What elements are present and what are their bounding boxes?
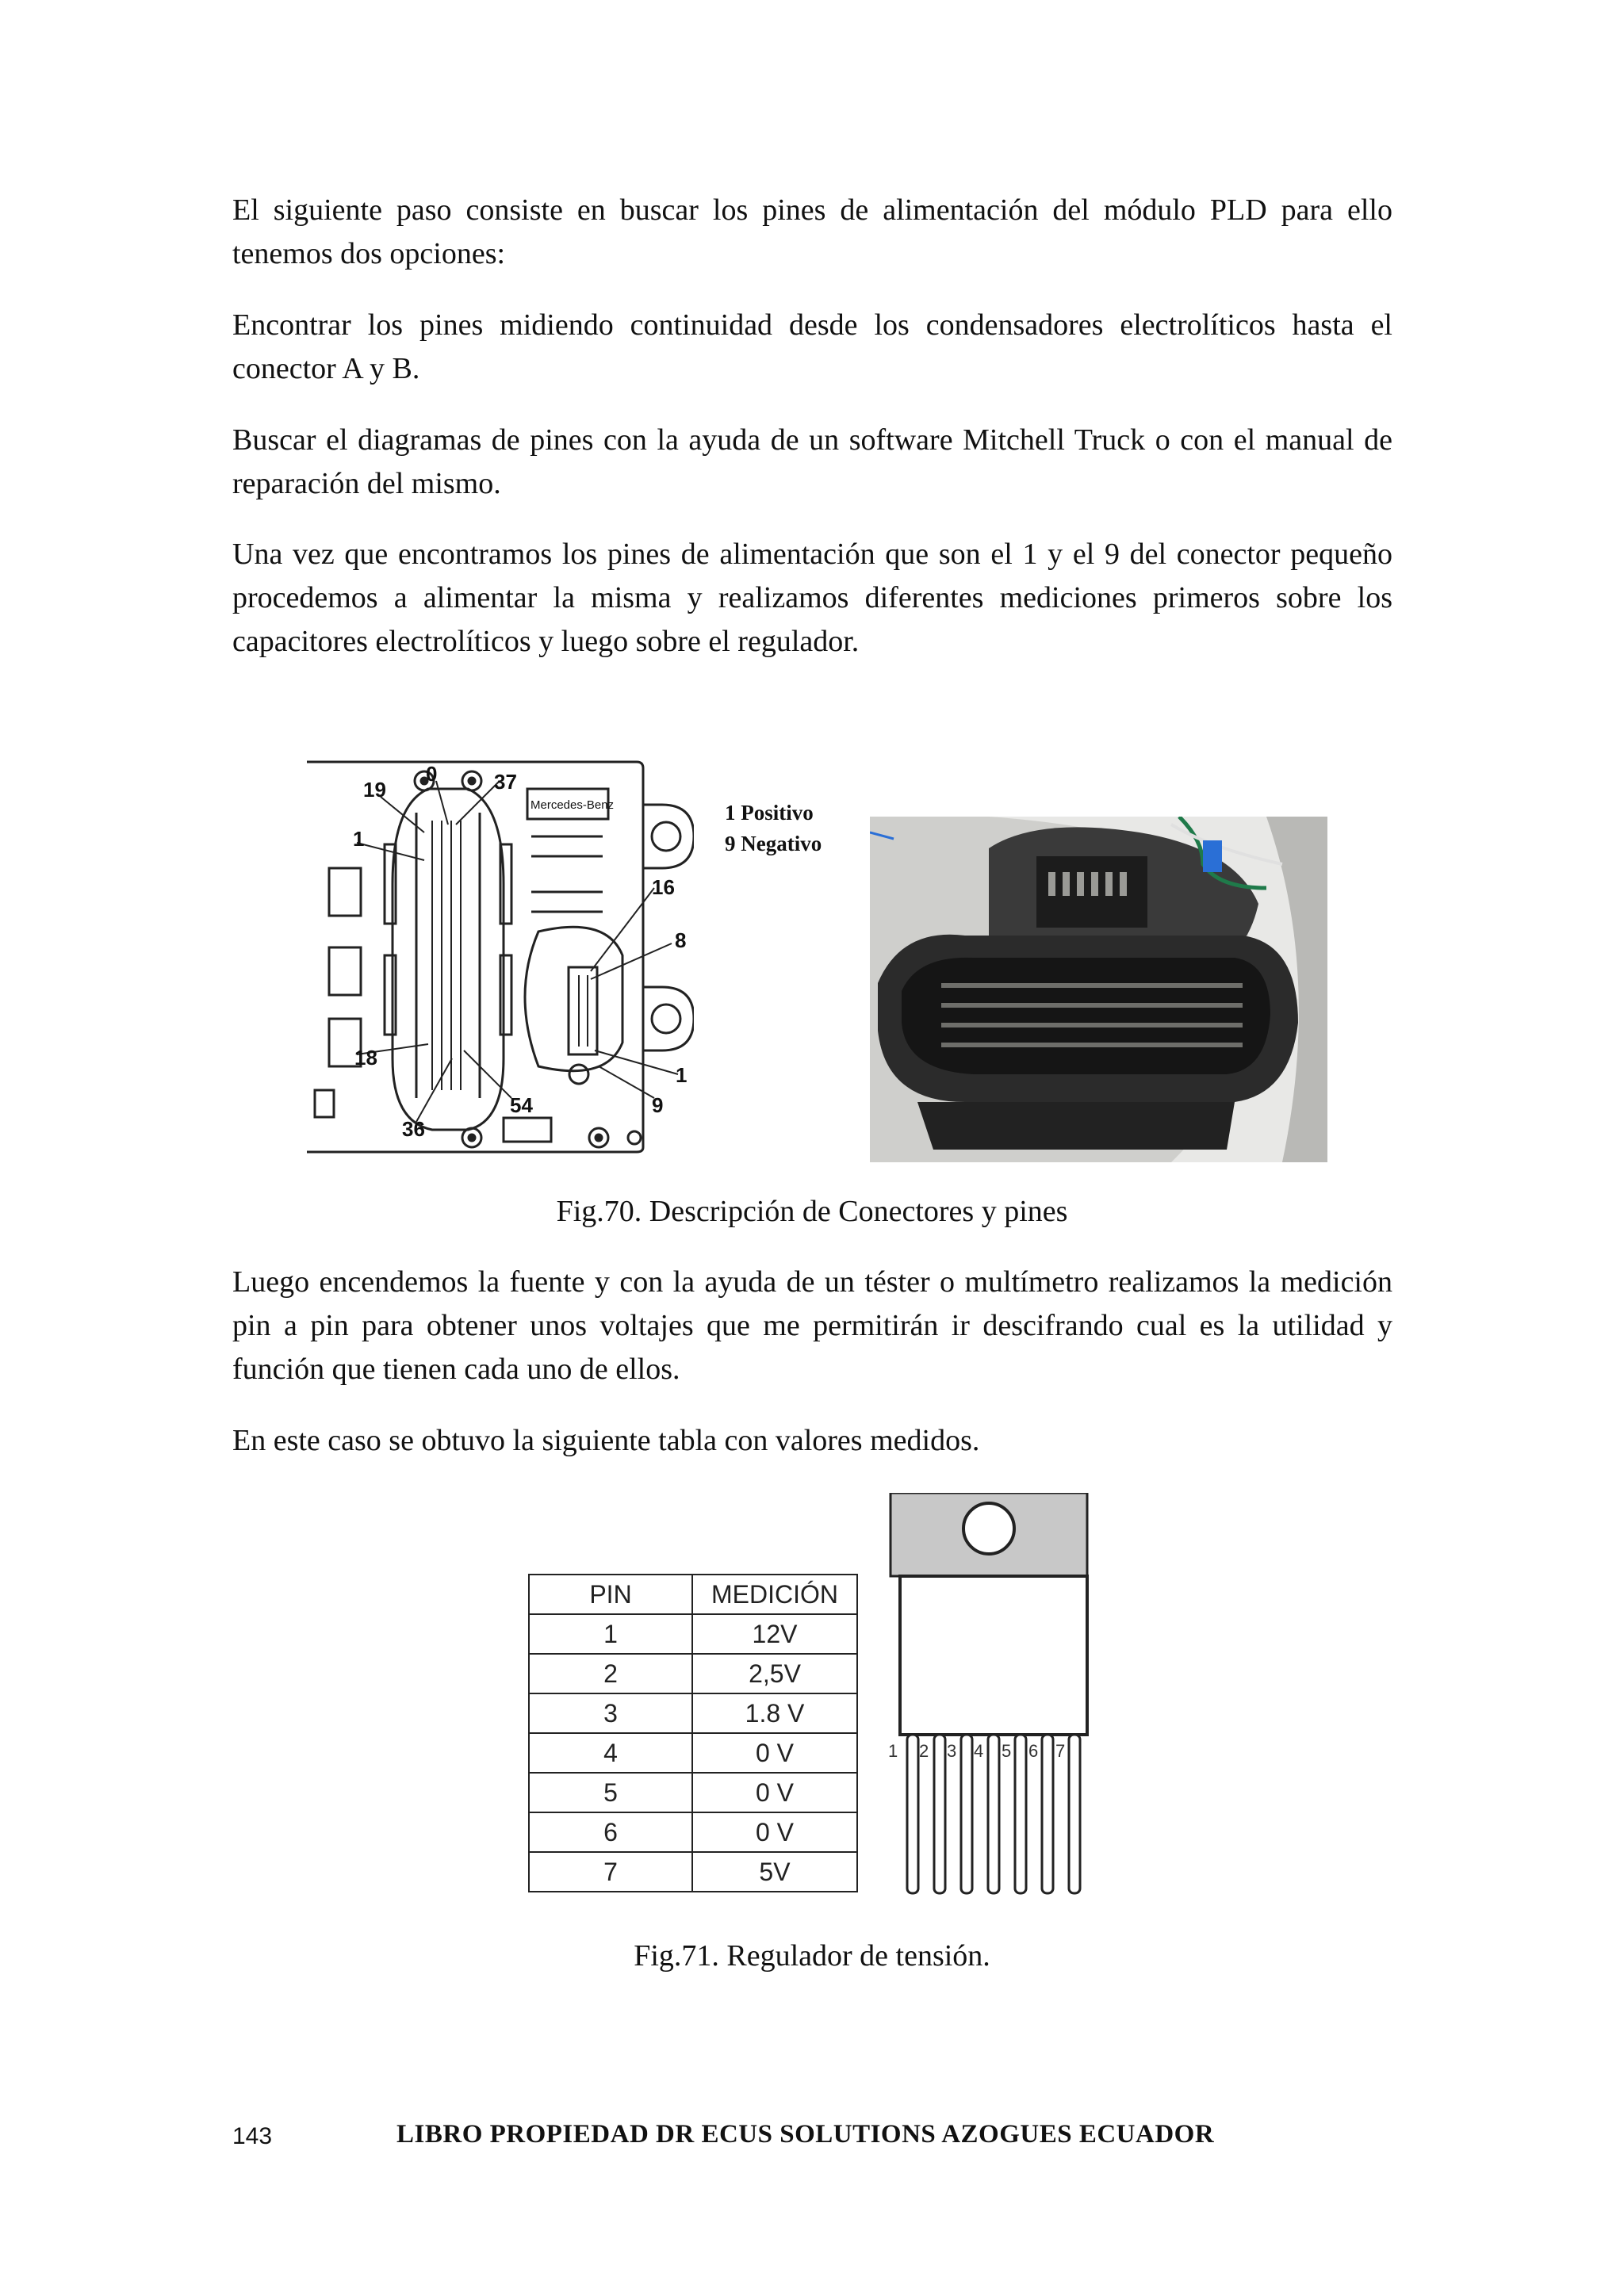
paragraph-2: Encontrar los pines midiendo continuidad desde los condensadores electrolíticos hasta el conector A y B. [232,308,1392,385]
table-row [529,1614,857,1654]
table-cell: 5V [692,1852,857,1892]
legend-positive: 1 Positivo [725,801,814,825]
paragraph-5: Luego encendemos la fuente y con la ayuda de un téster o multímetro realizamos la medición pin a pin para obtener unos voltajes que me permitirán ir descifrando cual es la utilidad y función que tienen cada uno de ellos. [232,1265,1392,1386]
table-cell: 7 [529,1852,692,1892]
paragraph-1: El siguiente paso consiste en buscar los pines de alimentación del módulo PLD para ello tenemos dos opciones: [232,193,1392,270]
pin-label-18: 18 [354,1046,377,1070]
table-row [529,1852,857,1892]
measurement-table [528,1574,858,1892]
pin-label-19: 19 [363,778,386,802]
legend-negative: 9 Negativo [725,832,822,855]
paragraph-6: En este caso se obtuvo la siguiente tabla con valores medidos. [232,1424,980,1457]
connector-diagram [305,757,694,1154]
brand-label: Mercedes-Benz [530,798,615,812]
table-header-cell: MEDICIÓN [692,1575,857,1614]
pin-label-1-small: 1 [676,1063,688,1087]
pin-label-1-large: 1 [353,827,365,851]
paragraph-4: Una vez que encontramos los pines de alimentación que son el 1 y el 9 del conector pequeño procedemos a alimentar la misma y realizamos diferentes mediciones primeros sobre los capacitores electrolíticos y luego sobre el regulador. [232,538,1392,658]
table-cell: 5 [529,1773,692,1812]
table-row [529,1812,857,1852]
regulator-pin-4: 4 [974,1741,984,1761]
table-cell: 0 V [692,1773,857,1812]
table-row [529,1773,857,1812]
voltage-regulator-drawing [884,1493,1090,1897]
table-header-row [529,1575,857,1614]
pin-label-8: 8 [675,928,687,952]
pin-label-9: 9 [652,1093,664,1117]
pin-label-54: 54 [510,1093,533,1117]
regulator-pin-6: 6 [1028,1741,1039,1761]
table-cell: 0 V [692,1812,857,1852]
table-cell: 6 [529,1812,692,1852]
table-cell: 1 [529,1614,692,1654]
table-cell: 12V [692,1614,857,1654]
regulator-pin-7: 7 [1055,1741,1066,1761]
pin-label-16: 16 [652,875,675,899]
fig70-caption: Fig.70. Descripción de Conectores y pines [556,1195,1068,1228]
table-cell: 4 [529,1733,692,1773]
table-cell: 2,5V [692,1654,857,1693]
table-row [529,1733,857,1773]
paragraph-3: Buscar el diagramas de pines con la ayuda de un software Mitchell Truck o con el manual de reparación del mismo. [232,423,1392,500]
regulator-pin-1: 1 [888,1741,898,1761]
table-cell: 0 V [692,1733,857,1773]
pin-label-0: 0 [426,762,438,786]
pin-label-37: 37 [494,770,517,794]
table-cell: 1.8 V [692,1693,857,1733]
regulator-pin-5: 5 [1002,1741,1012,1761]
page-number: 143 [232,2123,273,2149]
ecu-connector-photo [870,817,1327,1162]
table-cell: 3 [529,1693,692,1733]
pin-label-36: 36 [402,1117,425,1141]
fig71-caption: Fig.71. Regulador de tensión. [634,1939,990,1973]
table-row [529,1693,857,1733]
footer-title: LIBRO PROPIEDAD DR ECUS SOLUTIONS AZOGUES ECUADOR [396,2120,1215,2149]
regulator-pin-2: 2 [919,1741,929,1761]
table-cell: 2 [529,1654,692,1693]
table-row [529,1654,857,1693]
regulator-pin-3: 3 [947,1741,957,1761]
pin-legend [723,796,866,859]
table-header-cell: PIN [529,1575,692,1614]
